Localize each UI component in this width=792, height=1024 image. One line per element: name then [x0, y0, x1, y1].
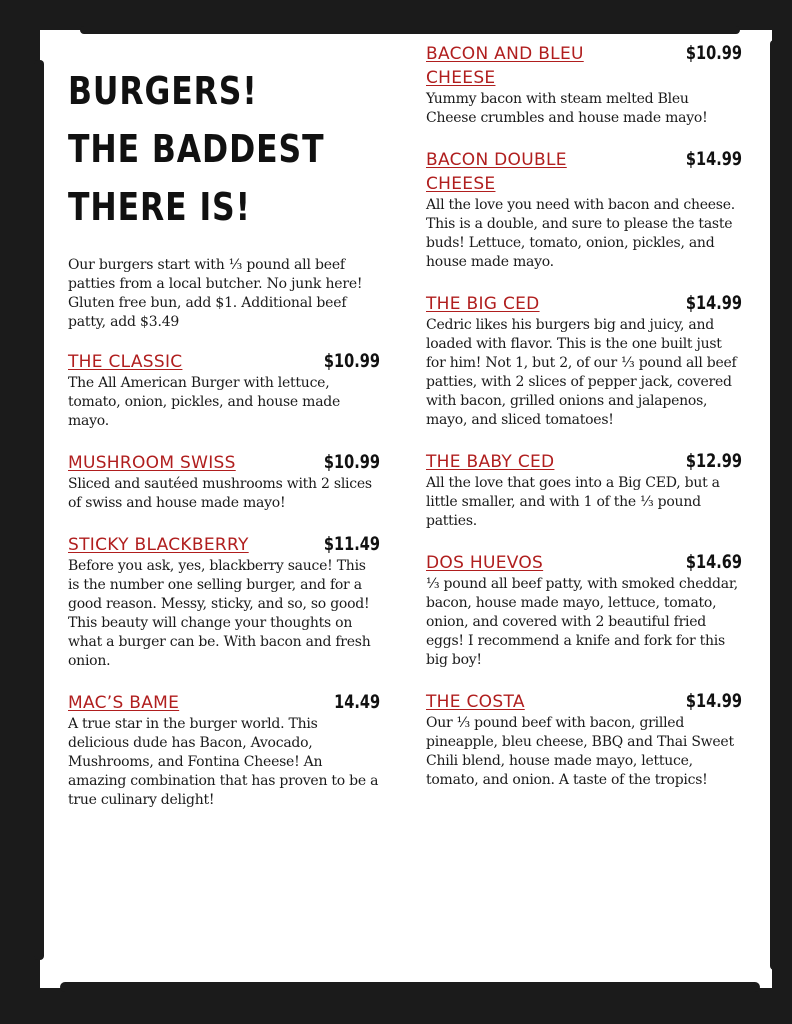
- item-name: MUSHROOM SWISS: [68, 453, 236, 473]
- menu-item: [68, 533, 380, 671]
- item-name: MAC’S BAME: [68, 693, 180, 713]
- item-name: THE BIG CED: [426, 294, 540, 314]
- item-price: $14.99: [685, 148, 742, 170]
- item-description: All the love you need with bacon and cheese. This is a double, and sure to please the taste buds! Lettuce, tomato, onion, pickles, and house made mayo.: [426, 197, 735, 270]
- item-description: Our ⅓ pound beef with bacon, grilled pineapple, bleu cheese, BBQ and Thai Sweet Chili blend, house made mayo, lettuce, tomato, and onion. A taste of the tropics!: [426, 715, 734, 788]
- brush-stroke-right: [770, 40, 778, 970]
- menu-item: [426, 551, 742, 670]
- menu-item: [68, 451, 380, 513]
- item-name: STICKY BLACKBERRY: [68, 535, 249, 555]
- menu-item: [68, 350, 380, 431]
- item-price: $14.99: [685, 690, 742, 712]
- item-price: $10.99: [323, 451, 380, 473]
- item-price: $10.99: [685, 42, 742, 64]
- item-name: DOS HUEVOS: [426, 553, 544, 573]
- menu-item: [426, 690, 742, 790]
- item-description: Yummy bacon with steam melted Bleu Cheese crumbles and house made mayo!: [426, 91, 708, 126]
- item-name: BACON AND BLEU CHEESE: [426, 44, 584, 88]
- menu-item: [68, 691, 380, 810]
- item-description: A true star in the burger world. This delicious dude has Bacon, Avocado, Mushrooms, and Fontina Cheese! An amazing combination that has proven to be a true culinary delight!: [68, 716, 379, 808]
- brush-stroke-top: [80, 26, 740, 34]
- brush-stroke-bottom: [60, 982, 760, 992]
- intro-text: Our burgers start with ⅓ pound all beef patties from a local butcher. No junk here! Gluten free bun, add $1. Additional beef patty, add $3.49: [68, 257, 363, 330]
- item-price: $10.99: [323, 350, 380, 372]
- item-price: $14.69: [685, 551, 742, 573]
- item-description: ⅓ pound all beef patty, with smoked cheddar, bacon, house made mayo, lettuce, tomato, onion, and covered with 2 beautiful fried eggs! I recommend a knife and fork for this big boy!: [426, 576, 738, 668]
- menu-item: [426, 42, 742, 128]
- item-description: Sliced and sautéed mushrooms with 2 slices of swiss and house made mayo!: [68, 476, 372, 511]
- item-description: Before you ask, yes, blackberry sauce! This is the number one selling burger, and for a good reason. Messy, sticky, and so, so good! This beauty will change your thoughts on what a burger can be. With bacon and fresh onion.: [68, 558, 371, 669]
- item-name: THE COSTA: [426, 692, 525, 712]
- item-name: BACON DOUBLE CHEESE: [426, 150, 567, 194]
- item-description: Cedric likes his burgers big and juicy, and loaded with flavor. This is the one built just for him! Not 1, but 2, of our ⅓ pound all beef patties, with 2 slices of pepper jack, covered with bacon, grilled onions and jalapenos, mayo, and sliced tomatoes!: [426, 317, 737, 428]
- page-title: BURGERS! THE BADDEST THERE IS!: [68, 69, 325, 229]
- menu-item: [426, 148, 742, 272]
- item-description: The All American Burger with lettuce, tomato, onion, pickles, and house made mayo.: [68, 375, 341, 429]
- item-price: $11.49: [323, 533, 380, 555]
- left-column: [68, 62, 380, 830]
- right-column: [426, 42, 742, 810]
- item-price: 14.49: [334, 691, 380, 713]
- item-name: THE CLASSIC: [68, 352, 183, 372]
- item-description: All the love that goes into a Big CED, but a little smaller, and with 1 of the ⅓ pound patties.: [426, 475, 720, 529]
- item-price: $12.99: [685, 450, 742, 472]
- item-name: THE BABY CED: [426, 452, 555, 472]
- menu-item: [426, 292, 742, 430]
- menu-item: [426, 450, 742, 531]
- brush-stroke-left: [34, 60, 44, 960]
- item-price: $14.99: [685, 292, 742, 314]
